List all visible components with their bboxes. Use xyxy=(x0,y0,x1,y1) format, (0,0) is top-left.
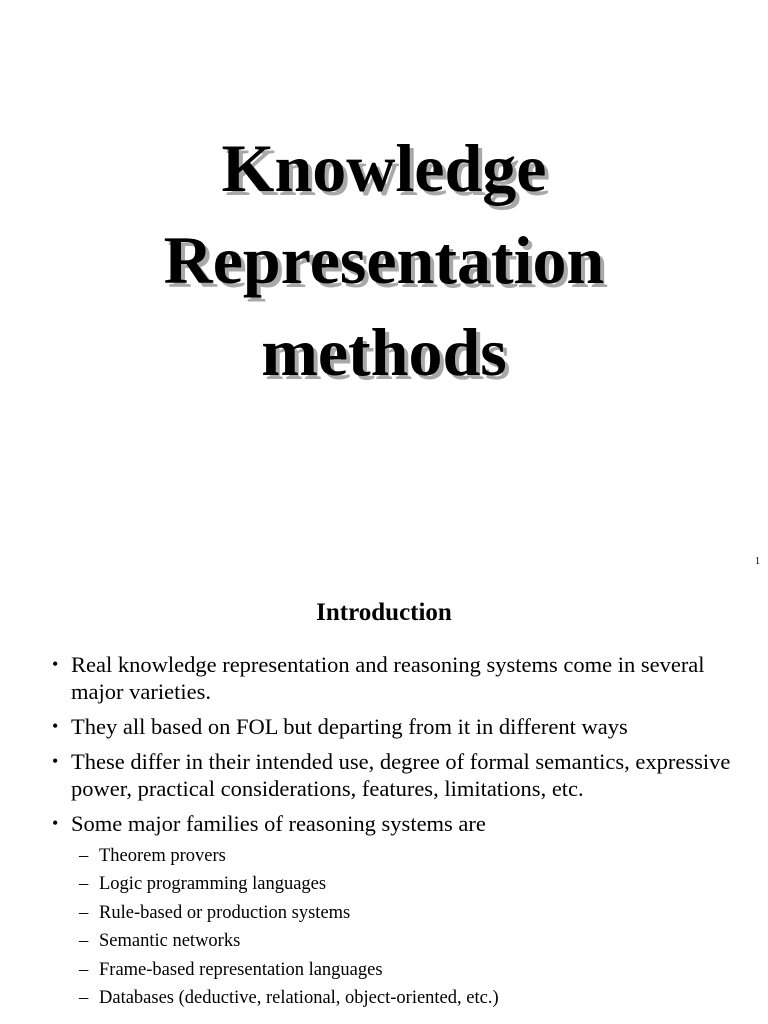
bullet-text: Real knowledge representation and reasoning systems come in several major varieties. xyxy=(71,652,705,704)
sub-item-text: Logic programming languages xyxy=(99,874,327,895)
slide-heading: Introduction xyxy=(316,599,452,626)
sub-item xyxy=(79,987,732,1009)
bullet-item xyxy=(52,810,732,1009)
sub-item-text: Rule-based or production systems xyxy=(99,902,351,923)
dash-icon: – xyxy=(79,846,89,866)
sub-item xyxy=(79,959,732,981)
bullet-dot-icon: • xyxy=(52,654,59,674)
sub-item-text: Frame-based representation languages xyxy=(99,959,383,980)
bullet-text: These differ in their intended use, degree of formal semantics, expressive power, practical considerations, features, limitations, etc. xyxy=(71,749,731,801)
bullet-text: Some major families of reasoning systems are xyxy=(71,811,486,836)
bullet-dot-icon: • xyxy=(52,751,59,771)
title-line-1: Knowledge xyxy=(221,130,547,206)
dash-icon: – xyxy=(79,931,89,952)
bullet-list xyxy=(52,651,732,1017)
bullet-dot-icon: • xyxy=(52,716,59,736)
sub-item xyxy=(79,902,732,924)
dash-icon: – xyxy=(79,902,89,923)
introduction-slide xyxy=(0,576,768,1024)
sub-list xyxy=(71,845,732,1009)
dash-icon: – xyxy=(79,987,89,1008)
bullet-item xyxy=(52,748,732,802)
bullet-item xyxy=(52,651,732,705)
title-line-3: methods xyxy=(261,314,507,390)
sub-item-text: Theorem provers xyxy=(99,846,226,866)
dash-icon: – xyxy=(79,959,89,980)
title-line-2: Representation xyxy=(163,222,605,298)
sub-item xyxy=(79,930,732,952)
sub-item xyxy=(79,845,732,867)
sub-item xyxy=(79,873,732,895)
bullet-text: They all based on FOL but departing from it in different ways xyxy=(71,714,628,739)
dash-icon: – xyxy=(79,874,89,895)
bullet-item xyxy=(52,713,732,740)
sub-item-text: Databases (deductive, relational, object-oriented, etc.) xyxy=(99,987,499,1008)
sub-item-text: Semantic networks xyxy=(99,931,241,952)
bullet-dot-icon: • xyxy=(52,813,59,833)
page-number: 1 xyxy=(755,556,760,567)
